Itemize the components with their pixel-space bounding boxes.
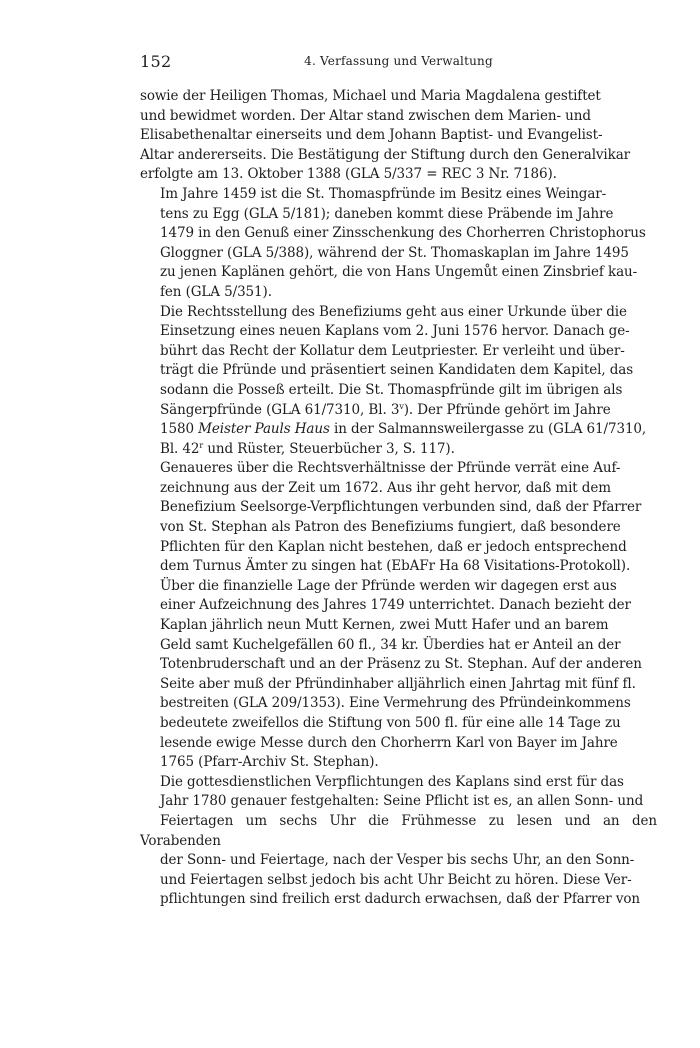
text-fragment: und Rüster, Steuerbücher 3, S. 117). <box>203 440 455 457</box>
text-line: fen (GLA 5/351). <box>160 283 272 300</box>
text-line <box>140 420 657 440</box>
text-line: Die Rechtsstellung des Benefiziums geht aus einer Urkunde über die <box>160 303 627 320</box>
verso-superscript: v <box>399 401 404 411</box>
text-line: Im Jahre 1459 ist die St. Thomaspfründe im Besitz eines Weingar- <box>160 185 607 202</box>
text-line: bestreiten (GLA 209/1353). Eine Vermehrung des Pfründeinkommens <box>160 695 631 712</box>
text-line: trägt die Pfründe und präsentiert seinen Kandidaten dem Kapitel, das <box>160 362 634 379</box>
text-line: sowie der Heiligen Thomas, Michael und Maria Magdalena gestiftet <box>140 88 601 104</box>
text-line: 1765 (Pfarr-Archiv St. Stephan). <box>160 754 379 771</box>
italic-house-name: Meister Pauls Haus <box>198 421 330 438</box>
text-line: zeichnung aus der Zeit um 1672. Aus ihr geht hervor, daß mit dem <box>160 479 611 496</box>
paragraph-4 <box>140 459 657 577</box>
text-line: Jahr 1780 genauer festgehalten: Seine Pflicht ist es, an allen Sonn- und <box>160 793 644 810</box>
text-line: Die gottesdienstlichen Verpflichtungen des Kaplans sind erst für das <box>160 773 624 790</box>
text-fragment: 1580 <box>160 421 199 438</box>
chapter-title: 4. Verfassung und Verwaltung <box>304 54 493 68</box>
text-line: 1479 in den Genuß einer Zinsschenkung des Chorherren Christophorus <box>160 225 646 242</box>
text-line: der Sonn- und Feiertage, nach der Vesper bis sechs Uhr, an den Sonn- <box>160 852 635 869</box>
running-head <box>140 50 657 74</box>
text-line: Über die finanzielle Lage der Pfründe werden wir dagegen erst aus <box>160 577 617 594</box>
text-fragment: Bl. 42 <box>160 440 200 457</box>
text-line: sodann die Posseß erteilt. Die St. Thomaspfründe gilt im übrigen als <box>160 381 623 398</box>
paragraph-5 <box>140 577 657 773</box>
text-line: bedeutete zweifellos die Stiftung von 500 fl. für eine alle 14 Tage zu <box>160 715 621 731</box>
text-line: Einsetzung eines neuen Kaplans vom 2. Juni 1576 hervor. Danach ge- <box>160 323 630 340</box>
text-line <box>140 401 657 421</box>
text-line: Altar andererseits. Die Bestätigung der Stiftung durch den Generalvikar <box>140 146 631 163</box>
text-line: und Feiertagen selbst jedoch bis acht Uhr Beicht zu hören. Diese Ver- <box>160 871 632 888</box>
text-line: dem Turnus Ämter zu singen hat (EbAFr Ha 68 Visitations-Protokoll). <box>160 558 631 575</box>
body-text <box>140 87 657 910</box>
text-line: Kaplan jährlich neun Mutt Kernen, zwei Mutt Hafer und an barem <box>160 617 609 634</box>
text-line: und bewidmet worden. Der Altar stand zwischen dem Marien- und <box>140 107 591 124</box>
text-line: Totenbruderschaft und an der Präsenz zu St. Stephan. Auf der anderen <box>160 656 642 673</box>
text-fragment: ). Der Pfründe gehört im Jahre <box>403 401 611 418</box>
recto-superscript: r <box>199 440 204 450</box>
text-line: Seite aber muß der Pfründinhaber alljährlich einen Jahrtag mit fünf fl. <box>160 675 636 692</box>
paragraph-2 <box>140 185 657 303</box>
text-line: einer Aufzeichnung des Jahres 1749 unterrichtet. Danach bezieht der <box>160 597 631 614</box>
text-fragment: Sängerpfründe (GLA 61/7310, Bl. 3 <box>160 401 400 418</box>
text-line: Feiertagen um sechs Uhr die Frühmesse zu lesen und an den Vorabenden <box>140 812 657 849</box>
text-line: tens zu Egg (GLA 5/181); daneben kommt diese Präbende im Jahre <box>160 205 614 222</box>
text-line: Geld samt Kuchelgefällen 60 fl., 34 kr. Überdies hat er Anteil an der <box>160 636 621 653</box>
text-line: zu jenen Kaplänen gehört, die von Hans Ungemůt einen Zinsbrief kau- <box>160 264 638 281</box>
text-line: von St. Stephan als Patron des Benefiziums fungiert, daß besondere <box>160 519 621 536</box>
text-line: Gloggner (GLA 5/388), während der St. Thomaskaplan im Jahre 1495 <box>160 244 629 261</box>
paragraph-3 <box>140 303 657 460</box>
text-line: Pflichten für den Kaplan nicht bestehen, daß er jedoch entsprechend <box>160 538 627 555</box>
text-line: Genaueres über die Rechtsverhältnisse der Pfründe verrät eine Auf- <box>160 460 621 477</box>
text-fragment: in der Salmannsweilergasse zu (GLA 61/7310, <box>329 421 647 438</box>
text-line <box>140 440 657 460</box>
text-line: pflichtungen sind freilich erst dadurch erwachsen, daß der Pfarrer von <box>160 891 640 908</box>
text-line: bührt das Recht der Kollatur dem Leutpriester. Er verleiht und über- <box>160 342 625 359</box>
text-line: lesende ewige Messe durch den Chorherrn Karl von Bayer im Jahre <box>160 734 618 751</box>
paragraph-1 <box>140 87 657 185</box>
text-line: Benefizium Seelsorge-Verpflichtungen verbunden sind, daß der Pfarrer <box>160 499 642 516</box>
text-line: erfolgte am 13. Oktober 1388 (GLA 5/337 = REC 3 Nr. 7186). <box>140 166 557 183</box>
paragraph-6 <box>140 773 657 910</box>
page-number: 152 <box>140 52 172 71</box>
text-line: Elisabethenaltar einerseits und dem Johann Baptist- und Evangelist- <box>140 127 603 144</box>
